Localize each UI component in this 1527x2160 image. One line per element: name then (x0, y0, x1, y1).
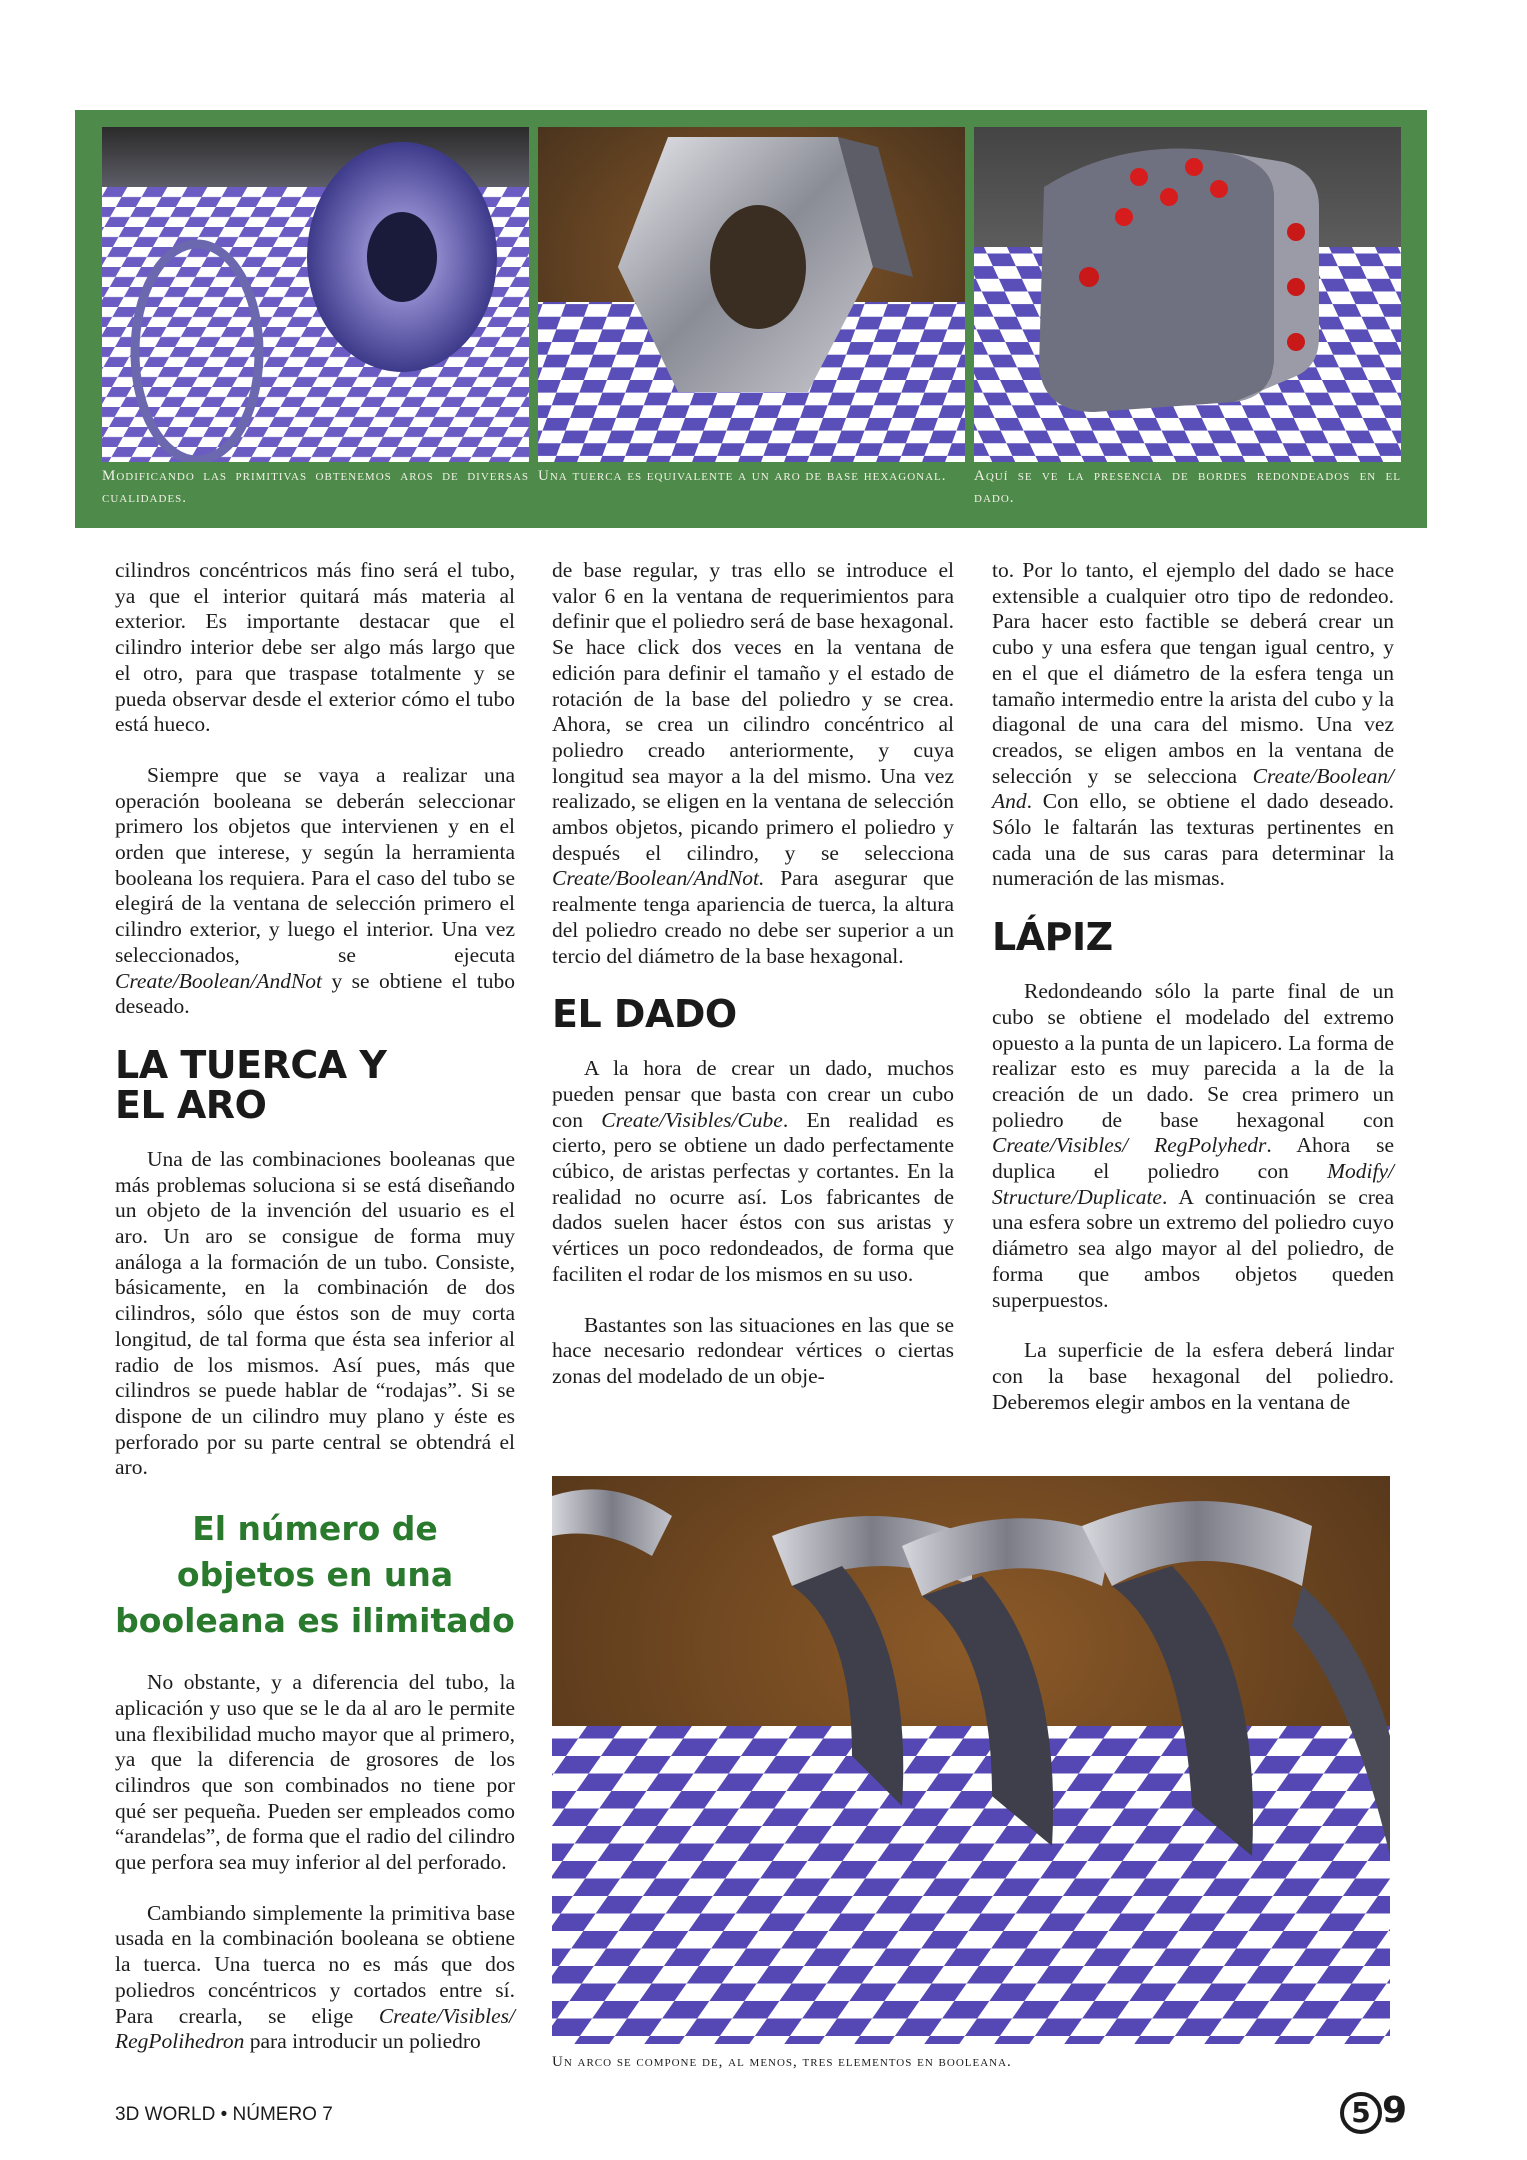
image-gallery (75, 110, 1427, 528)
page-number: 5 9 (1340, 2090, 1407, 2134)
caption-nut: Una tuerca es equivalente a un aro de base hexagonal. (538, 468, 947, 484)
magazine-footer: 3D WORLD • NÚMERO 7 (115, 2104, 333, 2125)
render-die (974, 127, 1401, 462)
figure-die (974, 127, 1401, 508)
figure-nut (538, 127, 965, 508)
paragraph: Siempre que se vaya a realizar una operación booleana se deberán seleccionar primero los objetos que intervienen y en el orden que interese, y según la herramienta booleana los requiera. Para el caso del tubo se elegirá de la ventana de selección primero el cilindro exterior, y luego el interior. Una vez seleccionados, se ejecuta Create/Boolean/AndNot y se obtiene el tubo deseado. (115, 762, 515, 1019)
caption-rings: Modificando las primitivas obtenemos aros de diversas cualidades. (102, 468, 529, 506)
paragraph: Una de las combinaciones booleanas que más problemas soluciona si se está diseñando un objeto de la invención del usuario es el aro. Un aro se consigue de forma muy análoga a la formación de un tubo. Consiste, básicamente, en la combinación de dos cilindros, sólo que éstos son de muy corta longitud, de tal forma que ésta sea inferior al radio de los mismos. Así pues, más que cilindros se puede hablar de “rodajas”. Si se dispone de un cilindro muy plano y éste es perforado por su parte central se obtendrá el aro. (115, 1146, 515, 1480)
pull-quote: El número de objetos en una booleana es ilimitado (115, 1509, 515, 1641)
paragraph: de base regular, y tras ello se introduce el valor 6 en la ventana de requerimientos para definir que el poliedro será de base hexagonal. Se hace click dos veces en la ventana de edición para definir el tamaño y el estado de rotación de la base del poliedro y se crea. Ahora, se crea un cilindro concéntrico al poliedro creado anteriormente, y cuya longitud sea mayor a la del mismo. Una vez realizado, se eligen en la ventana de selección ambos objetos, picando primero el poliedro y después el cilindro, y se selecciona Create/Boolean/AndNot. Para asegurar que realmente tenga apariencia de tuerca, la altura del poliedro creado no debe ser superior a un tercio del diámetro de la base hexagonal. (552, 558, 954, 968)
render-rings (102, 127, 529, 462)
figure-rings (102, 127, 529, 508)
section-heading-dado: EL DADO (552, 992, 737, 1037)
column-2 (552, 558, 954, 1415)
caption-arches: Un arco se compone de, al menos, tres elementos en booleana. (552, 2054, 1012, 2070)
paragraph: No obstante, y a diferencia del tubo, la aplicación y uso que se le da al aro le permite una flexibilidad mucho mayor que al primero, ya que la diferencia de grosores de los cilindros que son combinados no tiene por qué ser pequeña. Pueden ser empleados como “arandelas”, de forma que el radio del cilindro que perfora sea muy inferior al del perforado. (115, 1670, 515, 1875)
render-arches (552, 1476, 1390, 2044)
caption-die: Aquí se ve la presencia de bordes redondeados en el dado. (974, 468, 1401, 506)
paragraph: Bastantes son las situaciones en las que se hace necesario redondear vértices o ciertas zonas del modelado de un obje- (552, 1312, 954, 1388)
paragraph: Cambiando simplemente la primitiva base usada en la combinación booleana se obtiene la tuerca. Una tuerca no es más que dos poliedros concéntricos y cortados entre sí. Para crearla, se elige Create/Visibles/ RegPolihedron para introducir un poliedro (115, 1900, 515, 2054)
render-nut (538, 127, 965, 462)
section-heading-tuerca: LA TUERCA Y EL ARO (115, 1042, 387, 1127)
column-1 (115, 558, 515, 2080)
paragraph: cilindros concéntricos más fino será el tubo, ya que el interior quitará más materia al exterior. Es importante destacar que el cilindro interior debe ser algo más largo que el otro, para que traspase totalmente y se pueda observar desde el exterior cómo el tubo está hueco. (115, 558, 515, 737)
section-heading-lapiz: LÁPIZ (992, 915, 1113, 960)
paragraph: Redondeando sólo la parte final de un cubo se obtiene el modelado del extremo opuesto a la punta de un lapicero. La forma de realizar esto es muy parecida a la de la creación de un dado. Se crea primero un poliedro de base hexagonal con Create/Visibles/ RegPolyhedr. Ahora se duplica el poliedro con Modify/ Structure/Duplicate. A continuación se crea una esfera sobre un extremo del poliedro cuyo diámetro sea algo mayor al del poliedro, de forma que ambos objetos queden superpuestos. (992, 979, 1394, 1312)
paragraph: A la hora de crear un dado, muchos pueden pensar que basta con crear un cubo con Create/Visibles/Cube. En realidad es cierto, pero se obtiene un dado perfectamente cúbico, de aristas perfectas y cortantes. En la realidad no ocurre así. Los fabricantes de dados suelen hacer éstos con sus aristas y vértices un poco redondeados, de forma que faciliten el rodar de los mismos en su uso. (552, 1056, 954, 1286)
paragraph: La superficie de la esfera deberá lindar con la base hexagonal del poliedro. Deberemos elegir ambos en la ventana de (992, 1338, 1394, 1414)
paragraph: to. Por lo tanto, el ejemplo del dado se hace extensible a cualquier otro tipo de redondeo. Para hacer esto factible se deberá crear un cubo y una esfera que tengan igual centro, y en el que el diámetro de la esfera tenga un tamaño intermedio entre la arista del cubo y la diagonal de una cara del mismo. Una vez creados, se eligen ambos en la ventana de selección y se selecciona Create/Boolean/ And. Con ello, se obtiene el dado deseado. Sólo le faltarán las texturas pertinentes en cada una de sus caras para determinar la numeración de las mismas. (992, 558, 1394, 891)
column-3 (992, 558, 1394, 1440)
